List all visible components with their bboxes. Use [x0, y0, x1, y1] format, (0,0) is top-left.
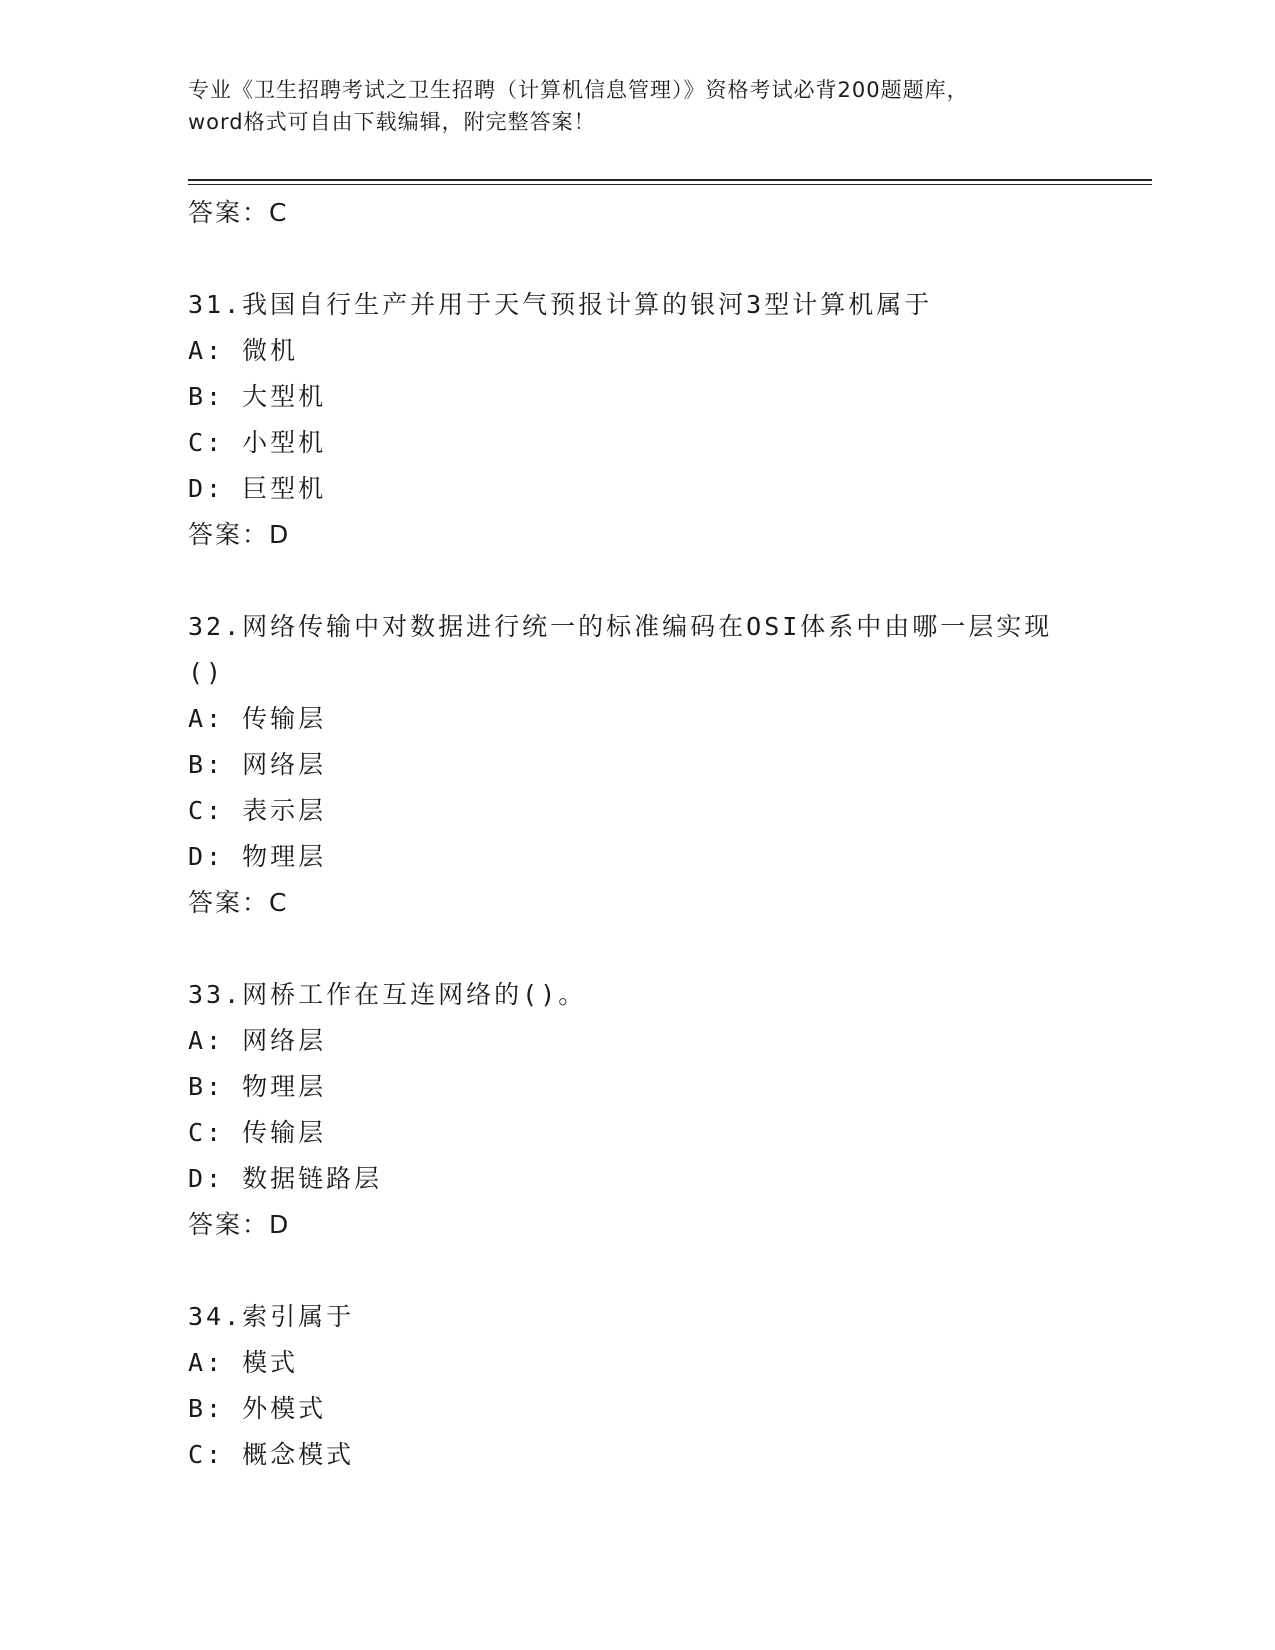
question-block: [188, 1294, 1152, 1478]
question-stem: 33.网桥工作在互连网络的()。: [188, 980, 587, 1009]
option-b: B: 网络层: [188, 750, 327, 779]
option-d: D: 数据链路层: [188, 1164, 383, 1193]
answer-line: 答案：D: [188, 520, 291, 549]
answer-line: 答案：C: [188, 198, 289, 227]
option-a: A: 网络层: [188, 1026, 327, 1055]
option-b: B: 物理层: [188, 1072, 327, 1101]
spacer: [188, 236, 1152, 282]
answer-line: 答案：D: [188, 1210, 291, 1239]
header-line-2: word格式可自由下载编辑，附完整答案！: [188, 110, 596, 134]
spacer: [188, 926, 1152, 972]
option-a: A: 传输层: [188, 704, 327, 733]
option-b: B: 外模式: [188, 1394, 327, 1423]
option-a: A: 模式: [188, 1348, 299, 1377]
option-c: C: 表示层: [188, 796, 327, 825]
option-c: C: 概念模式: [188, 1440, 355, 1469]
option-b: B: 大型机: [188, 382, 327, 411]
question-block: [188, 604, 1152, 926]
option-d: D: 物理层: [188, 842, 327, 871]
question-stem-continuation: (): [188, 658, 225, 687]
question-stem: 31.我国自行生产并用于天气预报计算的银河3型计算机属于: [188, 290, 933, 319]
question-block: [188, 282, 1152, 558]
header-divider-thick: [188, 179, 1152, 181]
question-block: [188, 972, 1152, 1248]
spacer: [188, 558, 1152, 604]
answer-line: 答案：C: [188, 888, 289, 917]
option-a: A: 微机: [188, 336, 299, 365]
option-d: D: 巨型机: [188, 474, 327, 503]
question-stem: 34.索引属于: [188, 1302, 355, 1331]
question-list: [188, 190, 1152, 1478]
question-stem: 32.网络传输中对数据进行统一的标准编码在OSI体系中由哪一层实现: [188, 612, 1053, 641]
spacer: [188, 1248, 1152, 1294]
header-line-1: 专业《卫生招聘考试之卫生招聘（计算机信息管理）》资格考试必背200题题库，: [188, 78, 969, 102]
option-c: C: 传输层: [188, 1118, 327, 1147]
option-c: C: 小型机: [188, 428, 327, 457]
document-header: [188, 74, 1088, 138]
header-divider-thin: [188, 184, 1152, 185]
